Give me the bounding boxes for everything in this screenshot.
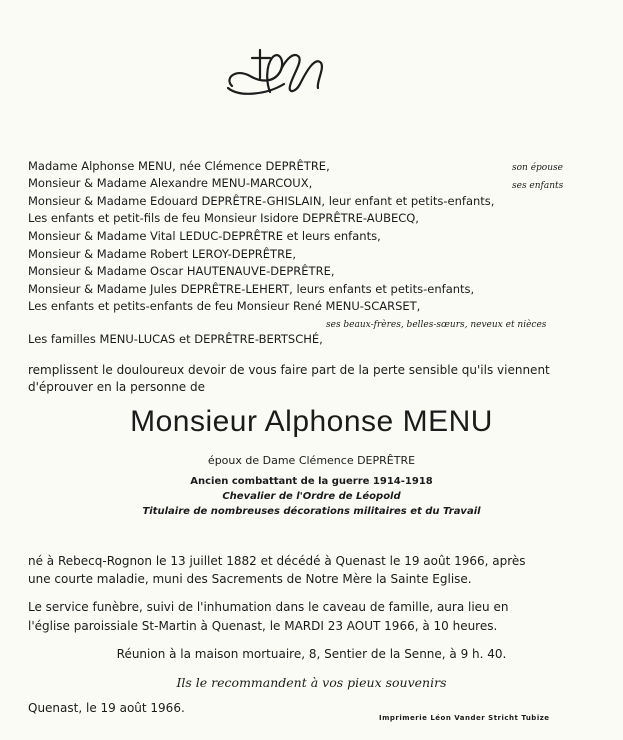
gathering-line: Réunion à la maison mortuaire, 8, Sentier de la Senne, à 9 h. 40. — [116, 647, 507, 661]
family-member-line: Monsieur & Madame Edouard DEPRÊTRE-GHISLAIN, leur enfant et petits-enfants, — [28, 194, 495, 208]
birth-death-line: une courte maladie, muni des Sacrements de Notre Mère la Sainte Eglise. — [28, 572, 472, 586]
relatives-note: ses beaux-frères, belles-sœurs, neveux et nièces — [326, 320, 547, 330]
relation-label: ses enfants — [512, 181, 564, 191]
family-member-line: Monsieur & Madame Alexandre MENU-MARCOUX, — [28, 176, 313, 190]
honor-line: Chevalier de l'Ordre de Léopold — [222, 491, 401, 502]
family-member-line: Madame Alphonse MENU, née Clémence DEPRÊTRE, — [28, 159, 330, 173]
honor-line: Titulaire de nombreuses décorations militaires et du Travail — [142, 506, 481, 517]
service-line: Le service funèbre, suivi de l'inhumation dans le caveau de famille, aura lieu en — [28, 600, 509, 614]
family-member-line: Monsieur & Madame Robert LEROY-DEPRÊTRE, — [28, 247, 296, 261]
cross-monogram-emblem — [222, 42, 332, 100]
families-line: Les familles MENU-LUCAS et DEPRÊTRE-BERTSCHÉ, — [28, 332, 323, 346]
announcement-line: d'éprouver en la personne de — [28, 380, 206, 394]
printer-credit: Imprimerie Léon Vander Stricht Tubize — [379, 714, 550, 722]
place-date: Quenast, le 19 août 1966. — [28, 701, 185, 715]
honor-line: Ancien combattant de la guerre 1914-1918 — [190, 476, 433, 487]
family-member-line: Monsieur & Madame Jules DEPRÊTRE-LEHERT, leurs enfants et petits-enfants, — [28, 282, 475, 296]
spouse-line: époux de Dame Clémence DEPRÊTRE — [207, 454, 416, 467]
deceased-name: Monsieur Alphonse MENU — [130, 405, 493, 438]
birth-death-line: né à Rebecq-Rognon le 13 juillet 1882 et décédé à Quenast le 19 août 1966, après — [28, 554, 526, 568]
service-line: l'église paroissiale St-Martin à Quenast, le MARDI 23 AOUT 1966, à 10 heures. — [28, 619, 498, 633]
family-member-line: Monsieur & Madame Oscar HAUTENAUVE-DEPRÊTRE, — [28, 264, 335, 278]
announcement-line: remplissent le douloureux devoir de vous faire part de la perte sensible qu'ils viennent — [28, 363, 550, 377]
family-member-line: Les enfants et petit-fils de feu Monsieur Isidore DEPRÊTRE-AUBECQ, — [28, 211, 419, 225]
closing-line: Ils le recommandent à vos pieux souvenirs — [176, 675, 447, 690]
family-member-line: Les enfants et petits-enfants de feu Monsieur René MENU-SCARSET, — [28, 299, 421, 313]
relation-label: son épouse — [512, 163, 563, 173]
family-member-line: Monsieur & Madame Vital LEDUC-DEPRÊTRE et leurs enfants, — [28, 229, 381, 243]
